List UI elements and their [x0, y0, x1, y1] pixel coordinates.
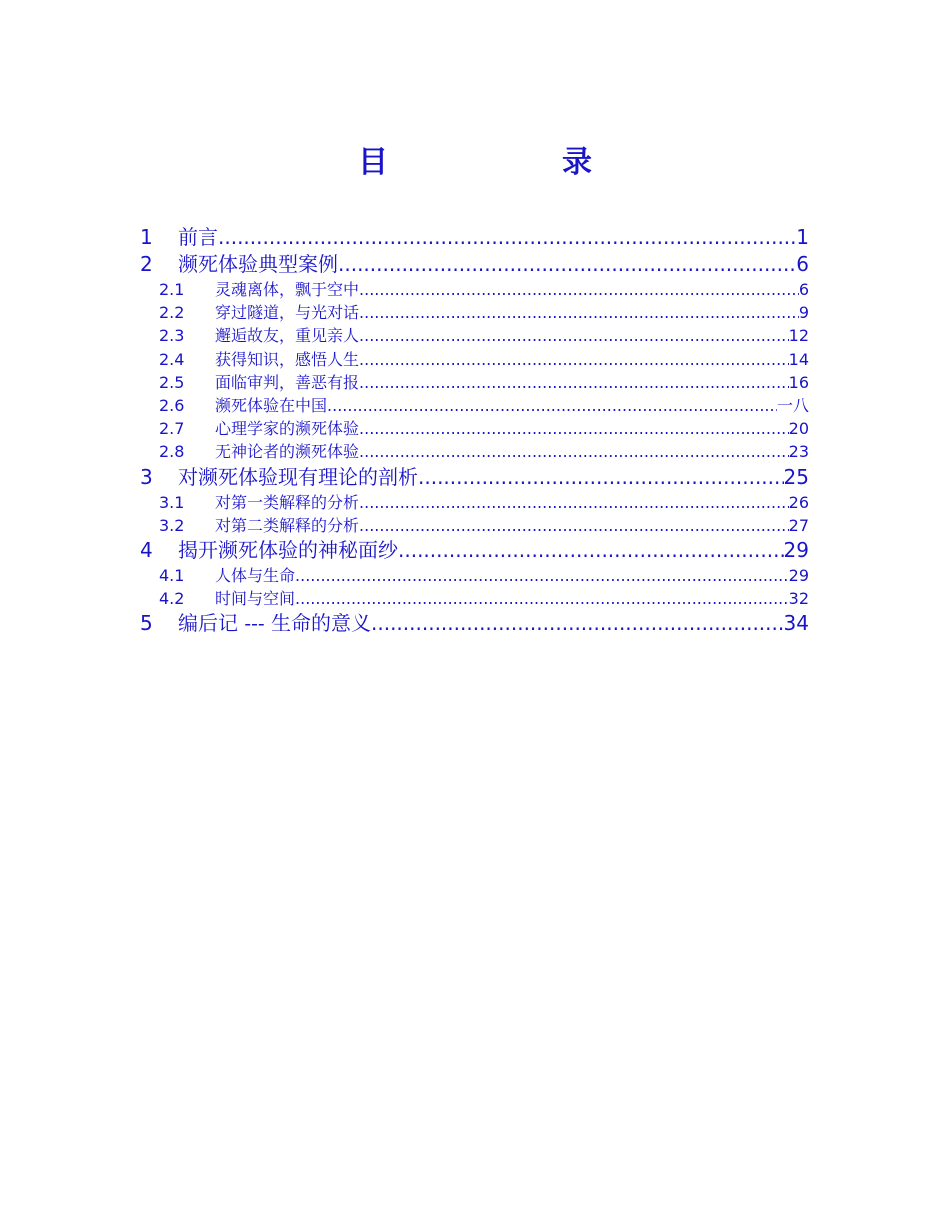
toc-leader-dots — [359, 417, 789, 440]
toc-entry[interactable] — [140, 417, 809, 440]
toc-title: 目 录 — [358, 145, 664, 180]
toc-leader-dots — [359, 440, 789, 463]
toc-entry-page: 14 — [788, 349, 809, 369]
toc-entry[interactable] — [140, 224, 809, 251]
toc-entry-number: 2.4 — [159, 349, 185, 369]
toc-entry-label: 前言 — [178, 225, 218, 249]
toc-entry-page: 1 — [796, 225, 809, 249]
toc-entry-label: 对濒死体验现有理论的剖析 — [178, 464, 418, 489]
toc-entry-number: 2.8 — [159, 442, 185, 462]
toc-entry-page: 25 — [783, 464, 809, 489]
toc-leader-dots — [359, 491, 789, 514]
toc-entry-number: 2.5 — [159, 372, 185, 392]
toc-entry[interactable] — [140, 514, 809, 537]
toc-entry-label: 无神论者的濒死体验 — [215, 442, 360, 462]
toc-entry-page: 32 — [788, 589, 809, 609]
toc-entry-label: 人体与生命 — [215, 565, 296, 585]
toc-entry-label: 灵魂离体，飘于空中 — [215, 280, 360, 299]
toc-entry-label: 对第二类解释的分析 — [215, 515, 360, 535]
toc-entry[interactable] — [140, 278, 809, 301]
toc-entry-page: 20 — [788, 419, 809, 439]
toc-entry-label: 获得知识，感悟人生 — [215, 349, 360, 369]
toc-leader-dots — [295, 587, 789, 610]
toc-entry-number: 4.1 — [159, 565, 185, 585]
toc-entry-number: 2.1 — [159, 280, 185, 299]
toc-entry-label: 时间与空间 — [215, 589, 296, 609]
toc-entry[interactable] — [140, 371, 809, 394]
toc-entry[interactable] — [140, 301, 809, 324]
toc-entry-label: 濒死体验在中国 — [215, 395, 328, 415]
toc-entry-label: 心理学家的濒死体验 — [215, 419, 360, 439]
toc-entry-page: 9 — [798, 303, 809, 323]
toc-leader-dots — [359, 371, 789, 394]
toc-entry-page: 34 — [783, 611, 809, 636]
toc-entry-number: 3 — [140, 464, 153, 489]
toc-entry[interactable] — [140, 348, 809, 371]
toc-entry[interactable] — [140, 537, 809, 564]
toc-entry-label: 濒死体验典型案例 — [178, 252, 338, 276]
toc-entry[interactable] — [140, 587, 809, 610]
toc-leader-dots — [359, 348, 789, 371]
toc-entry-number: 4 — [140, 537, 153, 562]
toc-entry-number: 4.2 — [159, 589, 185, 609]
toc-entry-number: 2.3 — [159, 326, 185, 346]
toc-entry[interactable] — [140, 394, 809, 417]
toc-entry-number: 3.1 — [159, 492, 185, 512]
toc-entry-number: 2.2 — [159, 303, 185, 323]
toc-leader-dots — [218, 224, 796, 251]
toc-list — [140, 224, 809, 637]
toc-entry-label: 穿过隧道，与光对话 — [215, 303, 360, 323]
toc-entry-number: 2 — [140, 252, 153, 276]
toc-entry[interactable] — [140, 324, 809, 347]
toc-leader-dots — [338, 251, 796, 278]
toc-entry-page: 6 — [796, 252, 809, 276]
toc-entry-label: 对第一类解释的分析 — [215, 492, 360, 512]
toc-leader-dots — [295, 564, 789, 587]
toc-leader-dots — [359, 301, 799, 324]
toc-entry-number: 3.2 — [159, 515, 185, 535]
toc-entry[interactable] — [140, 564, 809, 587]
toc-entry[interactable] — [140, 610, 809, 637]
toc-entry-page: 29 — [788, 565, 809, 585]
toc-entry-page: 16 — [788, 372, 809, 392]
toc-entry-label: 编后记 --- 生命的意义 — [178, 611, 371, 636]
toc-entry-number: 2.6 — [159, 395, 185, 415]
toc-leader-dots — [418, 464, 784, 491]
toc-entry-label: 邂逅故友，重见亲人 — [215, 326, 360, 346]
toc-leader-dots — [371, 610, 784, 637]
toc-entry[interactable] — [140, 491, 809, 514]
toc-entry-page: 27 — [788, 515, 809, 535]
toc-entry-number: 2.7 — [159, 419, 185, 439]
toc-entry-page: 23 — [788, 442, 809, 462]
toc-entry-number: 5 — [140, 611, 153, 636]
toc-leader-dots — [359, 324, 789, 347]
toc-entry-page: 一八 — [776, 395, 809, 415]
toc-entry-number: 1 — [140, 225, 153, 249]
toc-entry[interactable] — [140, 464, 809, 491]
toc-entry[interactable] — [140, 251, 809, 278]
toc-leader-dots — [398, 537, 784, 564]
toc-entry-page: 6 — [798, 280, 809, 299]
toc-leader-dots — [359, 278, 799, 301]
toc-entry-label: 面临审判，善恶有报 — [215, 372, 360, 392]
toc-entry-page: 12 — [788, 326, 809, 346]
toc-entry-page: 29 — [783, 537, 809, 562]
toc-entry-label: 揭开濒死体验的神秘面纱 — [178, 537, 398, 562]
toc-leader-dots — [359, 514, 789, 537]
toc-entry-page: 26 — [788, 492, 809, 512]
toc-entry[interactable] — [140, 440, 809, 463]
toc-leader-dots — [327, 394, 777, 417]
